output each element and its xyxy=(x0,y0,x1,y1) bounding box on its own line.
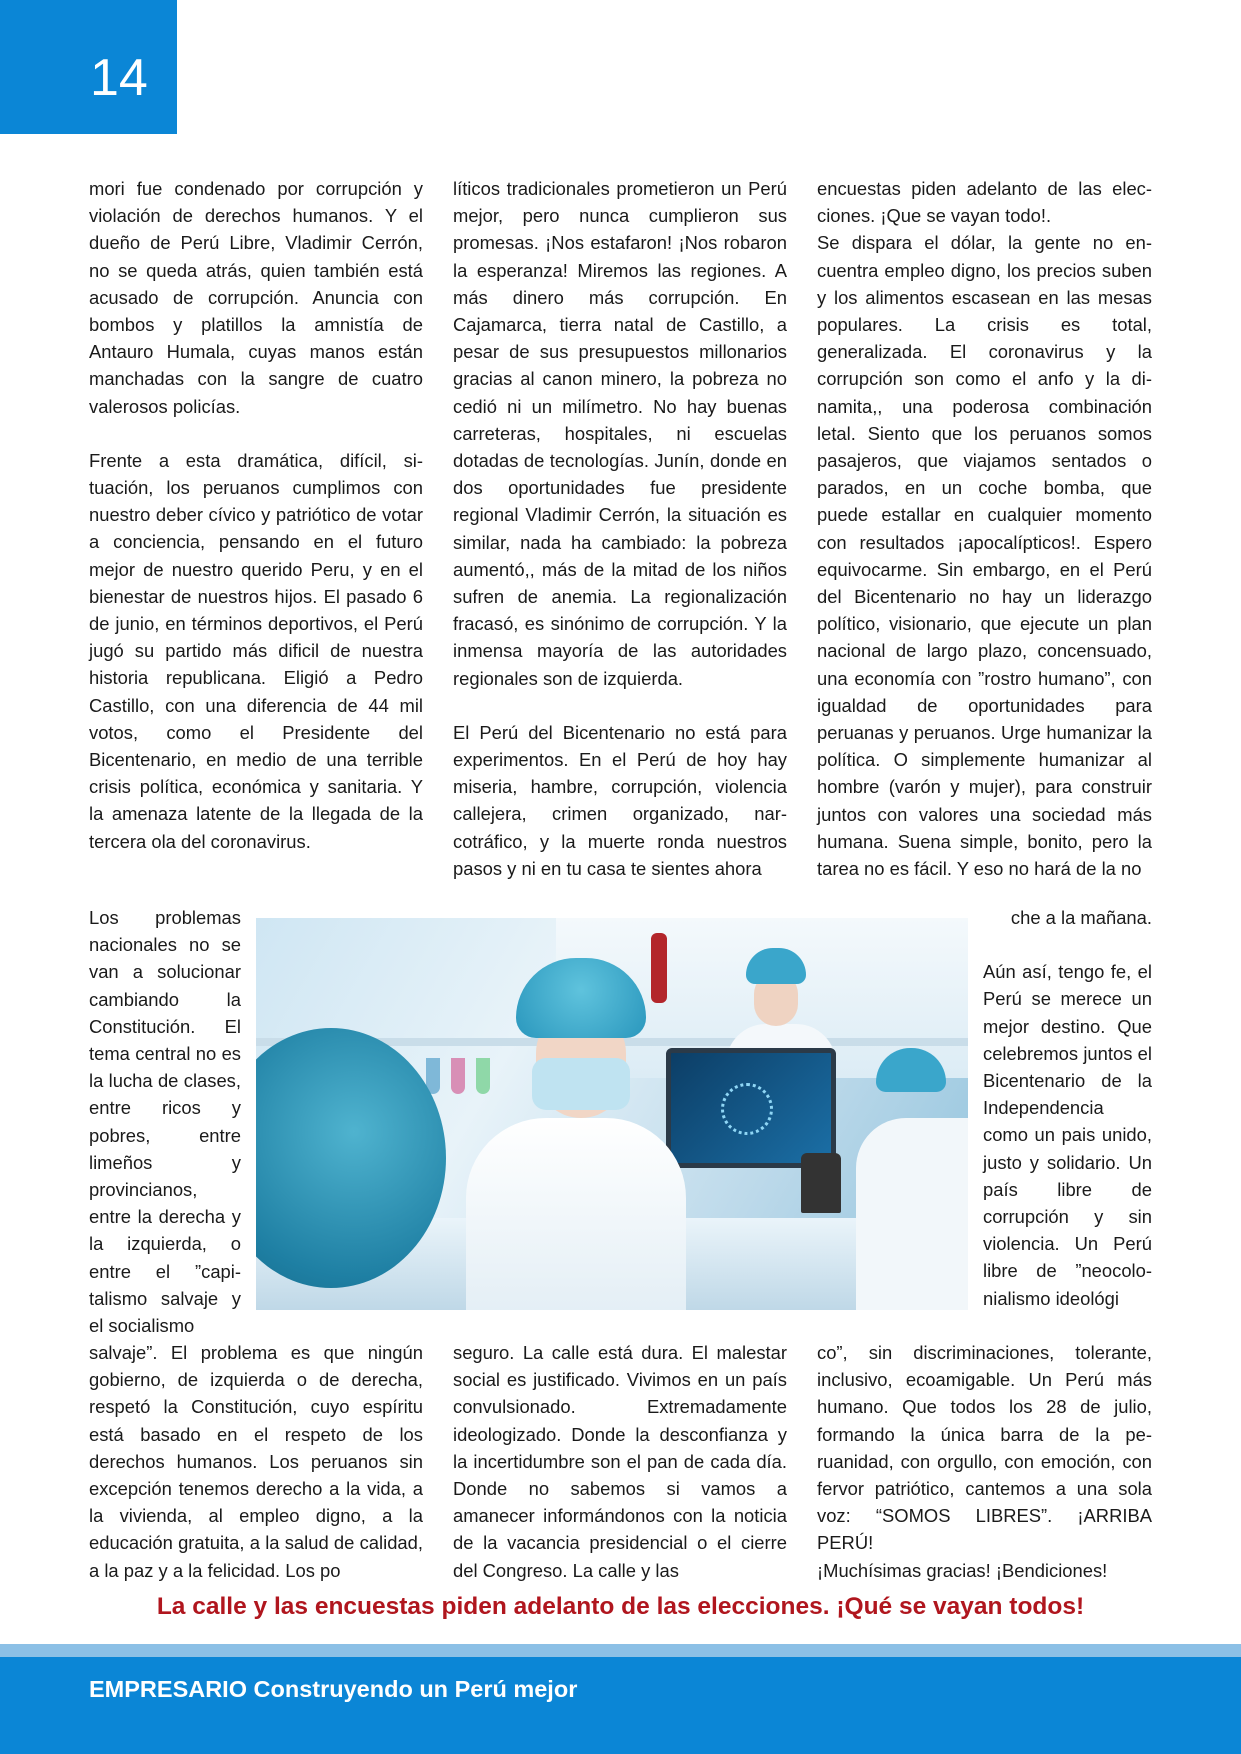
virus-graphic xyxy=(721,1083,773,1135)
footer-strip xyxy=(0,1644,1241,1657)
paragraph: mori fue condenado por corrupción y violación de derechos humanos. Y el dueño de Perú Libre, Vladimir Cerrón, no se queda atrás, quien también está acusado de corrupción. Anuncia con bombos y platillos la amnistía de Antauro Humala, cuyas manos están manchadas con la sangre de cuatro valerosos policías. xyxy=(89,178,423,417)
column-2-bottom xyxy=(453,1339,787,1584)
lab-scientists-photo xyxy=(256,918,968,1310)
footer-text: EMPRESARIO Construyendo un Perú mejor xyxy=(89,1676,578,1702)
page-number-box xyxy=(0,0,177,134)
column-3-top xyxy=(817,175,1152,882)
column-2-top xyxy=(453,175,787,882)
paragraph: encuestas piden adelanto de las elecciones. ¡Que se vayan todo!. xyxy=(817,178,1152,227)
footer-bar xyxy=(0,1657,1241,1754)
column-3-bottom xyxy=(817,1339,1152,1584)
paragraph: Frente a esta dramática, difícil, situación, los peruanos cumplimos con nuestro deber cívico y patriótico de votar a conciencia, pensando en el futuro mejor de nuestro querido Peru, y en el bienestar de nuestros hijos. El pasado 6 de junio, en términos deportivos, el Perú jugó su partido más dificil de nuestra historia republicana. Eligió a Pedro Castillo, con una diferencia de 44 mil votos, como el Presidente del Bicentenario, en medio de una terrible crisis política, económica y sanitaria. Y la amenaza latente de la llegada de la tercera ola del coronavirus. xyxy=(89,449,423,852)
paragraph: salvaje”. El problema es que ningún gobierno, de izquierda o de derecha, respetó la Constitución, cuyo espíritu está basado en el respeto de los derechos humanos. Los peruanos sin excepción tenemos derecho a la vida, a la vivienda, al empleo digno, a la educación gratuita, a la salud de calidad, a la paz y a la felicidad. Los po xyxy=(89,1342,423,1581)
column-1-top xyxy=(89,175,423,855)
right-scientist xyxy=(856,1048,968,1310)
column-3-wrap xyxy=(983,904,1152,1312)
paragraph: El Perú del Bicentenario no está para experimentos. En el Perú de hoy hay miseria, hambre, corrupción, violencia callejera, crimen organizado, narcotráfico, y la muerte ronda nuestros pasos y ni en tu casa te sientes ahora xyxy=(453,721,787,879)
paragraph: ¡Muchísimas gracias! ¡Bendiciones! xyxy=(817,1559,1108,1581)
column-1-bottom xyxy=(89,1339,423,1584)
paragraph: Se dispara el dólar, la gente no encuentra empleo digno, los precios suben y los alimentos escasean en las mesas populares. La crisis es total, generalizada. El coronavirus y la corrupción son como el anfo y la dinamita,, una poderosa combinación letal. Siento que los peruanos somos pasajeros, que viajamos sentados o parados, en un coche bomba, que puede estallar en cualquier momento con resultados ¡apocalípticos!. Espero equivocarme. Sin embargo, en el Perú del Bicentenario no hay un liderazgo político, visionario, que ejecute un plan nacional de largo plazo, concensuado, una economía con ”rostro humano”, con igualdad de oportunidades para peruanas y peruanos. Urge humanizar la política. O simplemente humanizar al hombre (varón y mujer), para construir juntos con valores una sociedad más humana. Suena simple, bonito, pero la tarea no es fácil. Y eso no hará de la no xyxy=(817,232,1152,880)
paragraph: Aún así, tengo fe, el Perú se merece un mejor destino. Que celebremos juntos el Bicentenario de la Independencia como un pais unido, justo y solidario. Un país libre de corrupción y sin violencia. Un Perú libre de ”neocolonialismo ideológi xyxy=(983,961,1152,1309)
column-1-wrap xyxy=(89,904,241,1339)
page-number: 14 xyxy=(90,49,148,107)
microscope xyxy=(801,1153,841,1213)
paragraph: co”, sin discriminaciones, tolerante, inclusivo, ecoamigable. Un Perú más humano. Que todos los 28 de julio, formando la única barra de la peruanidad, con orgullo, con emoción, con fervor patriótico, cantemos a una sola voz: “SOMOS LIBRES”. ¡ARRIBA PERÚ! xyxy=(817,1342,1152,1554)
paragraph: líticos tradicionales prometieron un Perú mejor, pero nunca cumplieron sus promesas. ¡Nos estafaron! ¡Nos robaron la esperanza! Miremos las regiones. A más dinero más corrupción. En Cajamarca, tierra natal de Castillo, a pesar de sus presupuestos millonarios gracias al canon minero, la pobreza no cedió ni un milímetro. No hay buenas carreteras, hospitales, ni escuelas dotadas de tecnologías. Junín, donde en dos oportunidades fue presidente regional Vladimir Cerrón, la situación es similar, nada ha cambiado: la pobreza aumentó,, más de la mitad de los niños sufren de anemia. La regionalización fracasó, es sinónimo de corrupción. Y la inmensa mayoría de las autoridades regionales son de izquierda. xyxy=(453,178,787,689)
main-scientist xyxy=(466,958,686,1310)
paragraph: Los problemas nacionales no se van a solucionar cambiando la Constitución. El tema central no es la lucha de clases, entre ricos y pobres, entre limeños y provincianos, entre la derecha y la izquierda, o entre el ”capitalismo salvaje y el socialismo xyxy=(89,907,241,1337)
flask xyxy=(451,1058,465,1094)
paragraph: seguro. La calle está dura. El malestar social es justificado. Vivimos en un país convulsionado. Extremadamente ideologizado. Donde la desconfianza y la incertidumbre son el pan de cada día. Donde no sabemos si vamos a amanecer informándonos con la noticia de la vacancia presidencial o el cierre del Congreso. La calle y las xyxy=(453,1342,787,1581)
pull-quote: La calle y las encuestas piden adelanto de las elecciones. ¡Qué se vayan todos! xyxy=(156,1593,1085,1620)
paragraph: che a la mañana. xyxy=(1010,907,1152,928)
